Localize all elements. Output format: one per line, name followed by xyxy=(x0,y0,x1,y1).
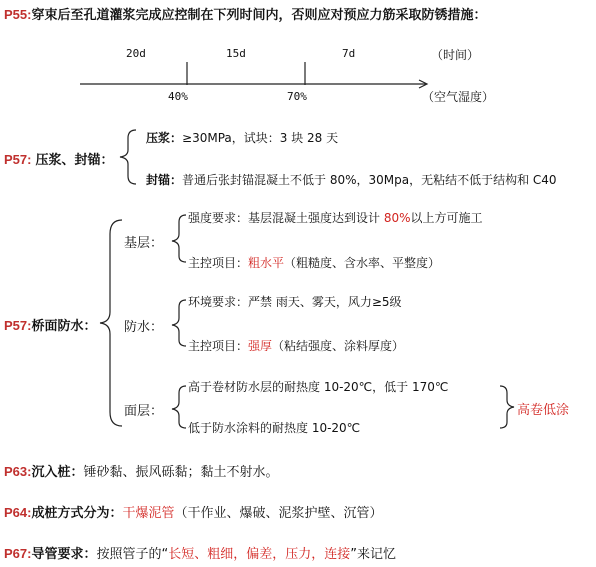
p57a-tag: P57: xyxy=(4,152,32,167)
group-label-fangshui: 防水： xyxy=(124,320,164,335)
fangshui-line-2-pre: 主控项目： xyxy=(188,339,249,353)
p64-title: 成桩方式分为： xyxy=(31,506,123,521)
p67-quote-open: “ xyxy=(161,547,169,562)
fangshui-line-2-post: （粘结强度、涂料厚度） xyxy=(272,339,405,353)
p55-heading xyxy=(4,4,486,23)
p57a-item-2-text: 普通后张封锚混凝土不低于 80%，30Mpa，无粘结不低于结构和 C40 xyxy=(182,173,557,187)
p57a-item-1 xyxy=(146,129,338,146)
p63-text: 锤砂黏、振风砾黏；黏土不射水。 xyxy=(83,465,279,480)
p57a-item-1-label: 压浆： xyxy=(146,131,183,145)
group-label-jiceng: 基层： xyxy=(124,236,164,251)
jiceng-line-2-post: （粗糙度、含水率、平整度） xyxy=(284,256,441,270)
brace-note xyxy=(500,386,514,428)
p57a-item-2-label: 封锚： xyxy=(146,173,183,187)
p64-red: 干爆泥管 xyxy=(122,506,175,521)
p63-title: 沉入桩： xyxy=(31,465,84,480)
timeline-label-70: 70% xyxy=(287,90,307,103)
p67-quote-close: ” xyxy=(350,547,358,562)
timeline-label-15d: 15d xyxy=(226,47,246,60)
p64-text: （干作业、爆破、泥浆护壁、沉管） xyxy=(174,506,383,521)
brace-main xyxy=(100,220,122,426)
p57a-title: 压浆、封锚： xyxy=(35,153,114,168)
p67-line xyxy=(4,543,396,562)
jiceng-line-2 xyxy=(188,254,440,271)
jiceng-line-1 xyxy=(188,209,483,226)
p67-title: 导管要求： xyxy=(31,547,97,562)
p63-tag: P63: xyxy=(4,464,32,479)
mianceng-line-1-pre: 高于卷材防水层的耐热度 10-20℃，低于 170℃ xyxy=(188,380,449,394)
fangshui-line-2-red: 强厚 xyxy=(248,339,273,353)
timeline-label-7d: 7d xyxy=(342,47,356,60)
p57a-item-1-text: ≥30MPa，试块：3 块 28 天 xyxy=(182,131,339,145)
p55-tag: P55: xyxy=(4,7,32,22)
timeline-time-label: （时间） xyxy=(431,48,480,62)
p57b-tag: P57: xyxy=(4,318,32,333)
timeline-humidity-label: （空气湿度） xyxy=(422,90,495,104)
p67-red: 长短、粗细，偏差，压力，连接 xyxy=(168,547,351,562)
brace-p57a xyxy=(120,130,136,184)
p57a-item-2 xyxy=(146,171,557,188)
jiceng-line-2-pre: 主控项目： xyxy=(188,256,249,270)
mianceng-line-2-pre: 低于防水涂料的耐热度 10-20℃ xyxy=(188,421,361,435)
p67-pre: 按照管子的 xyxy=(96,547,162,562)
fangshui-line-1 xyxy=(188,293,402,310)
fangshui-line-1-pre: 环境要求：严禁 雨天、雾天，风力≥5级 xyxy=(188,295,402,309)
brace-jiceng xyxy=(172,215,186,262)
group-label-mianceng: 面层： xyxy=(124,404,164,419)
brace-fangshui xyxy=(172,300,186,346)
mianceng-note: 高卷低涂 xyxy=(517,403,570,418)
p57b-title: 桥面防水： xyxy=(31,319,97,334)
mianceng-line-2 xyxy=(188,419,360,436)
timeline-label-40: 40% xyxy=(168,90,188,103)
p63-line xyxy=(4,461,279,480)
jiceng-line-1-post: 以上方可施工 xyxy=(410,211,483,225)
fangshui-line-2 xyxy=(188,337,404,354)
brace-mianceng xyxy=(172,386,186,428)
p55-title: 穿束后至孔道灌浆完成应控制在下列时间内，否则应对预应力筋采取防锈措施： xyxy=(31,8,487,23)
jiceng-line-1-red: 80% xyxy=(383,211,411,225)
p67-tag: P67: xyxy=(4,546,32,561)
p57b-heading xyxy=(4,315,96,334)
p64-line xyxy=(4,502,383,521)
timeline-label-20d: 20d xyxy=(126,47,146,60)
jiceng-line-2-red: 粗水平 xyxy=(248,256,285,270)
mianceng-line-1 xyxy=(188,378,448,395)
p57a-heading xyxy=(4,149,113,168)
p67-post: 来记忆 xyxy=(357,547,397,562)
p64-tag: P64: xyxy=(4,505,32,520)
jiceng-line-1-pre: 强度要求：基层混凝土强度达到设计 xyxy=(188,211,384,225)
